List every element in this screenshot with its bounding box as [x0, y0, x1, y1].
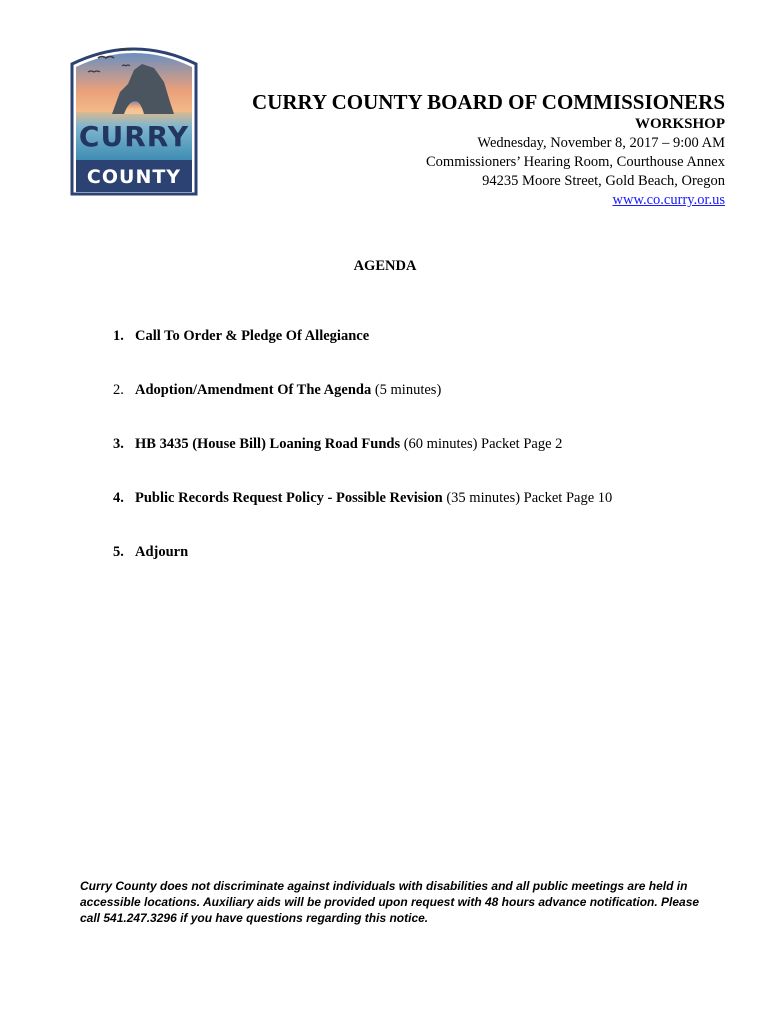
- org-title: CURRY COUNTY BOARD OF COMMISSIONERS: [252, 90, 725, 114]
- agenda-item-number: 1.: [113, 328, 124, 344]
- session-type: WORKSHOP: [634, 116, 725, 132]
- agenda-item-details: (60 minutes) Packet Page 2: [400, 436, 563, 452]
- agenda-item-number: 2.: [113, 382, 124, 398]
- county-logo: [70, 42, 198, 196]
- agenda-item: [113, 327, 369, 345]
- meeting-date-time: Wednesday, November 8, 2017 – 9:00 AM: [477, 135, 725, 151]
- agenda-item-title: Adjourn: [135, 544, 189, 560]
- agenda-item-title: Adoption/Amendment Of The Agenda: [135, 382, 372, 398]
- agenda-item-number: 5.: [113, 544, 124, 560]
- agenda-item-details: (35 minutes) Packet Page 10: [442, 490, 613, 506]
- agenda-item-title: Public Records Request Policy - Possible Revision: [135, 490, 443, 506]
- meeting-location: Commissioners’ Hearing Room, Courthouse Annex: [426, 154, 725, 170]
- meeting-address: 94235 Moore Street, Gold Beach, Oregon: [482, 173, 725, 189]
- website-link[interactable]: www.co.curry.or.us: [612, 192, 725, 208]
- document-header: [252, 90, 725, 210]
- agenda-item-title: Call To Order & Pledge Of Allegiance: [135, 328, 370, 344]
- agenda-item: [113, 543, 188, 561]
- accessibility-notice: Curry County does not discriminate against individuals with disabilities and all public meetings are held in accessible locations. Auxiliary aids will be provided upon request with 48 hours advance notification. Please call 541.247.3296 if you have questions regarding this notice.: [80, 879, 700, 925]
- agenda-item-number: 4.: [113, 490, 124, 506]
- agenda-item-details: (5 minutes): [371, 382, 442, 398]
- agenda-item: [113, 489, 612, 507]
- logo-county-text: COUNTY: [86, 166, 182, 188]
- logo-curry-text: CURRY: [78, 120, 190, 153]
- agenda-item-number: 3.: [113, 436, 124, 452]
- agenda-item: [113, 381, 441, 399]
- agenda-title: AGENDA: [353, 258, 417, 274]
- agenda-item: [113, 435, 562, 453]
- agenda-item-title: HB 3435 (House Bill) Loaning Road Funds: [135, 436, 401, 452]
